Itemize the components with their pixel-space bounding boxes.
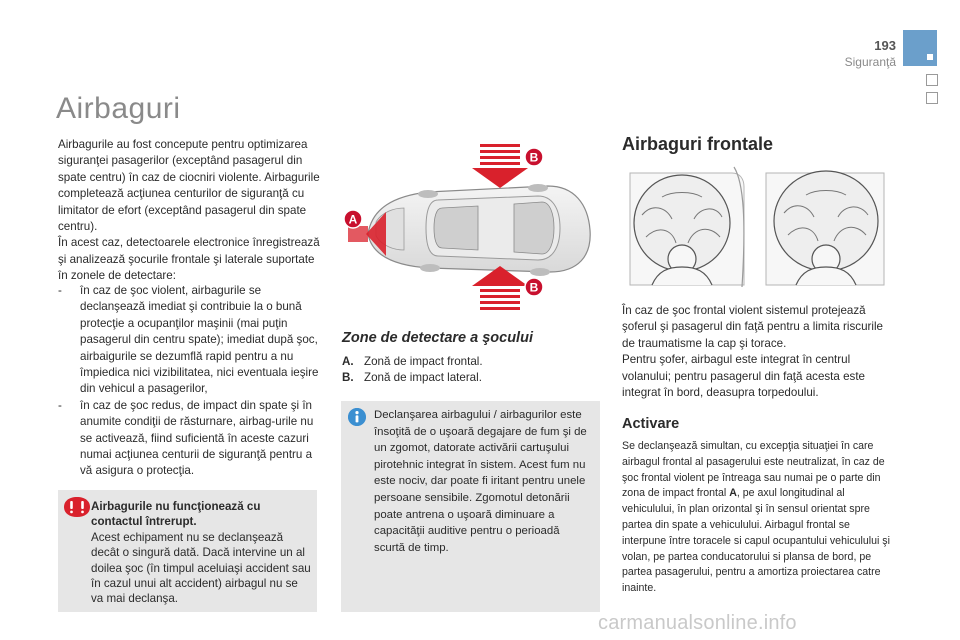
impact-arrow-side-bottom: [472, 266, 528, 310]
list-item: - în caz de şoc redus, de impact din spate şi în anumite condiţii de răsturnare, airbag-urile nu se activează, fiind suficientă în aceste cazuri numai acţiunea centurii de siguranţă pentru a vă asigura o protecţia.: [58, 398, 314, 478]
intro-text: [58, 137, 322, 285]
passenger-airbag-figure: [766, 171, 884, 285]
intro-paragraph: Airbagurile au fost concepute pentru optimizarea siguranţei pasagerilor (exceptând pasagerul din spate centru) în caz de ciocniri violente. Airbagurile completează acţiunea centurilor de siguranţă cu limitator de efort (exceptând pasagerul din spate centru).: [58, 138, 320, 234]
activation-text: Se declanşează simultan, cu excepţia situaţiei în care airbagul frontal al pasagerului este neutralizat, în caz de şoc frontal violent pe întreaga sau numai pe o parte din zona de impact frontal A, pe axul longitudinal al vehiculului, în plan orizontal şi în sensul orientat spre partea din spate a vehiculului. Airbagul frontal se interpune între toracele si capul ocupantului vehiculului şi volan, pe partea conducatorului si plansa de bord, pe partea pasagerului, pentru a amortiza proiectarea catre inainte.: [622, 440, 890, 595]
page-number: 193: [874, 38, 896, 53]
info-icon: [348, 408, 366, 426]
impact-zone-diagram: [338, 138, 600, 320]
frontal-airbag-illustration: [622, 163, 892, 293]
svg-text:A: A: [348, 212, 358, 227]
section-tab-active[interactable]: [903, 30, 937, 66]
warning-body: Acest echipament nu se declanşează decât o singură dată. Dacă intervine un al doilea şoc (în timpul aceluiaşi accident sau în cazul unui alt accident) airbagul nu se va mai declanşa.: [91, 530, 311, 606]
svg-text:B: B: [529, 280, 539, 295]
frontal-heading: Airbaguri frontale: [622, 134, 774, 154]
badge-a: [344, 210, 362, 228]
info-box: [341, 401, 600, 612]
impact-arrow-side-top: [472, 144, 528, 188]
warning-heading: Airbagurile nu funcţionează cu contactul întrerupt.: [91, 500, 261, 529]
car-outline: [368, 184, 590, 276]
activation-heading: Activare: [622, 416, 680, 432]
section-name: Siguranţă: [844, 55, 896, 69]
list-item: - în caz de şoc violent, airbagurile se declanşează imediat şi contribuie la o bună protecţie a ocupanţilor maşinii (mai puţin pasagerul din centru spate); imediat după şoc, airbaigurile se dezumflă rapid pentru a nu împiedica nici vizibilitatea, nici eventuala ieşire din vehicul a pasagerilor,: [58, 284, 319, 396]
exclamation-icon: [63, 496, 91, 518]
svg-text:B: B: [529, 150, 539, 165]
intro-paragraph: În acest caz, detectoarele electronice înregistrează şi analizează şocurile frontale şi laterale suportate în zonele de detectare:: [58, 236, 320, 283]
zones-list: [342, 354, 602, 387]
section-tab[interactable]: [926, 92, 938, 104]
list-item: A. Zonă de impact frontal.: [342, 355, 483, 368]
badge-b-bottom: [525, 278, 543, 296]
zones-heading: Zone de detectare a şocului: [342, 330, 533, 346]
frontal-paragraph: În caz de şoc frontal violent sistemul protejează şoferul şi pasagerul din faţă pentru a limita riscurile de traumatisme la cap şi torace.: [622, 304, 883, 350]
section-tab[interactable]: [926, 74, 938, 86]
watermark: carmanualsonline.info: [598, 612, 797, 634]
warning-text: [91, 499, 311, 607]
tab-marker-icon: [927, 54, 933, 60]
bullet-list: [58, 283, 322, 480]
warning-box: [58, 490, 317, 612]
list-item: B. Zonă de impact lateral.: [342, 371, 482, 385]
page-title: Airbaguri: [56, 92, 181, 125]
frontal-text: [622, 303, 894, 401]
driver-airbag-figure: [630, 167, 744, 287]
badge-b-top: [525, 148, 543, 166]
info-text: Declanşarea airbagului / airbagurilor este însoţită de o uşoară degajare de fum şi de un zgomot, datorate activării cartuşului pirotehnic integrat în sistem. Acest fum nu este nociv, dar poate fi iritant pentru unele persoane sensibile. Zgomotul detonării poate antrena o uşoară diminuare a capacităţii auditive pentru o perioadă scurtă de timp.: [374, 409, 587, 554]
frontal-paragraph: Pentru şofer, airbagul este integrat în centrul volanului; pentru pasagerul din faţă acesta este integrat în bord, deasupra torpedoului.: [622, 353, 865, 400]
